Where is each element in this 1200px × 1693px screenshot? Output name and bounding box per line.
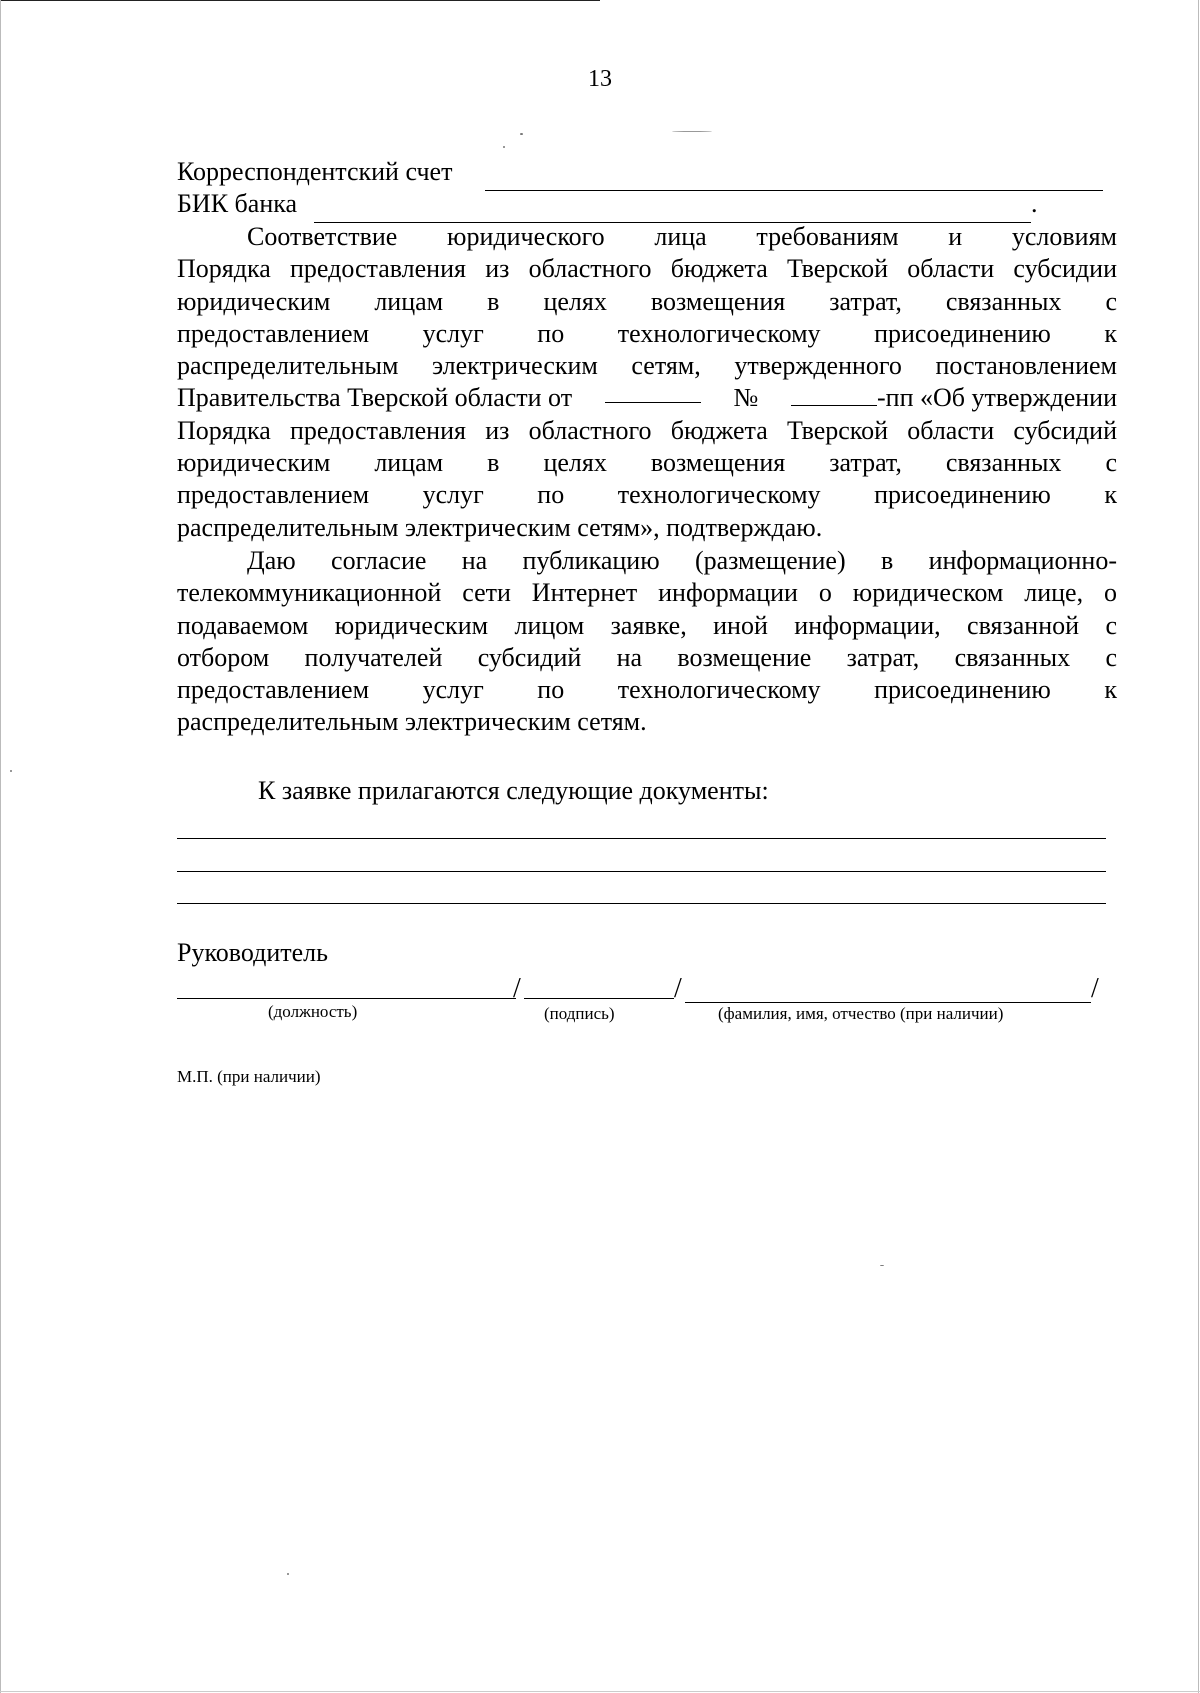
resolution-text-start: Правительства Тверской области от: [177, 383, 573, 413]
position-field: [177, 998, 516, 999]
slash-separator: /: [513, 973, 521, 1004]
scan-edge-bottom: [0, 1691, 1200, 1692]
bik-label: БИК банка: [177, 189, 298, 218]
slash-separator: /: [674, 973, 682, 1004]
scan-speck: [672, 131, 712, 132]
corr-account-label: Корреспондентский счет: [177, 157, 453, 186]
attachment-line-1: [177, 838, 1106, 839]
attachment-line-2: [177, 871, 1106, 872]
compliance-line: Порядка предоставления из областного бюджета Тверской области субсидии: [177, 254, 1117, 284]
compliance-line: предоставлением услуг по технологическому присоединению к: [177, 318, 1117, 348]
compliance-paragraph: [177, 221, 1117, 544]
slash-separator: /: [1091, 973, 1099, 1004]
compliance-line: распределительным электрическим сетям, утвержденного постановлением: [177, 351, 1117, 381]
scan-edge-top: [0, 0, 600, 1]
compliance-line: распределительным электрическим сетям», подтверждаю.: [177, 512, 823, 542]
consent-line: распределительным электрическим сетям.: [177, 707, 647, 737]
scan-speck: [503, 146, 505, 148]
scan-speck: [880, 1265, 884, 1266]
consent-line: отбором получателей субсидий на возмещение затрат, связанных с: [177, 642, 1117, 672]
consent-line: предоставлением услуг по технологическому присоединению к: [177, 675, 1117, 705]
consent-paragraph: [177, 545, 1117, 739]
compliance-line: юридическим лицам в целях возмещения затрат, связанных с: [177, 286, 1117, 316]
signature-caption: (подпись): [544, 1004, 615, 1023]
position-caption: (должность): [268, 1002, 358, 1021]
scan-speck: [10, 770, 12, 772]
consent-line: телекоммуникационной сети Интернет информации о юридическом лице, о: [177, 578, 1117, 608]
consent-line: подаваемом юридическим лицом заявке, иной информации, связанной с: [177, 610, 1117, 640]
corr-account-field: [485, 190, 1103, 191]
page-number: 13: [588, 66, 612, 92]
signature-field: [524, 998, 674, 999]
compliance-line: Соответствие юридического лица требованиям и условиям: [247, 222, 1117, 251]
resolution-number-sign: №: [733, 383, 759, 413]
attachment-line-3: [177, 903, 1106, 904]
scan-speck: [520, 133, 523, 135]
scan-edge-left: [0, 0, 1, 1693]
bik-period: .: [1031, 189, 1038, 218]
scan-speck: [287, 1573, 289, 1575]
name-caption: (фамилия, имя, отчество (при наличии): [718, 1004, 1004, 1023]
attachments-heading: К заявке прилагаются следующие документы:: [258, 776, 769, 805]
resolution-text-end: -пп «Об утверждении: [877, 383, 1117, 413]
resolution-number-blank: [791, 385, 877, 406]
compliance-line: предоставлением услуг по технологическому присоединению к: [177, 480, 1117, 510]
head-label: Руководитель: [177, 938, 328, 967]
resolution-date-blank: [605, 382, 701, 403]
resolution-line: [177, 382, 1117, 414]
compliance-line: юридическим лицам в целях возмещения затрат, связанных с: [177, 448, 1117, 478]
scan-edge-right: [1198, 0, 1199, 1693]
full-name-field: [685, 1002, 1091, 1003]
stamp-note: М.П. (при наличии): [177, 1067, 321, 1086]
consent-line: Даю согласие на публикацию (размещение) в информационно-: [247, 546, 1117, 575]
compliance-line: Порядка предоставления из областного бюджета Тверской области субсидий: [177, 415, 1117, 445]
